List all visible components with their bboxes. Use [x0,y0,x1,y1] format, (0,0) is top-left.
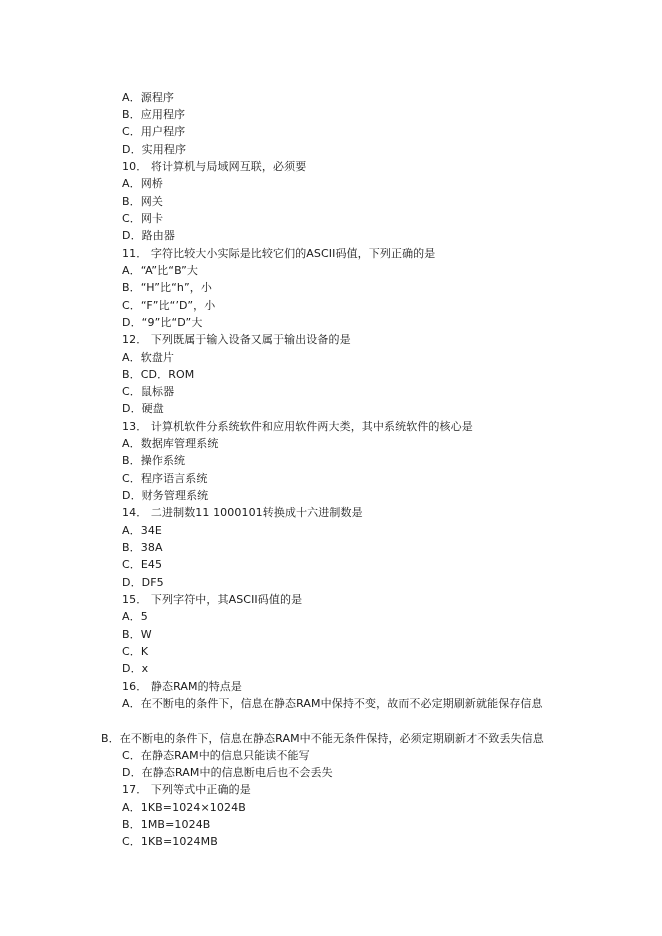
text-line: 10． 将计算机与局域网互联，必须要 [122,160,307,173]
text-line: 17． 下列等式中正确的是 [122,783,251,796]
text-line: 14． 二进制数11 1000101转换成十六进制数是 [122,506,363,519]
text-line: C．在静态RAM中的信息只能读不能写 [122,749,310,762]
text-line: A．1KB=1024×1024B [122,801,246,814]
text-line: D．在静态RAM中的信息断电后也不会丢失 [122,766,333,779]
text-line: A．源程序 [122,91,175,104]
text-line: B．在不断电的条件下，信息在静态RAM中不能无条件保持，必须定期刷新才不致丢失信息 [101,732,544,745]
text-line: B．操作系统 [122,454,186,467]
text-line: D．x [122,662,149,675]
text-line: B．CD．ROM [122,368,195,381]
text-line: 12． 下列既属于输入设备又属于输出设备的是 [122,333,351,346]
text-line: 11． 字符比较大小实际是比较它们的ASCII码值，下列正确的是 [122,247,436,260]
text-line: B．网关 [122,195,163,208]
text-line: A．网桥 [122,177,163,190]
text-line: B．“H”比“h”，小 [122,281,213,294]
text-line: C．程序语言系统 [122,472,208,485]
text-line: C．“F”比“’D”，小 [122,299,216,312]
text-line: D．硬盘 [122,402,164,415]
text-line: C．鼠标器 [122,385,175,398]
text-line: B．W [122,628,152,641]
text-line: D．实用程序 [122,143,187,156]
text-line: 15． 下列字符中，其ASCII码值的是 [122,593,303,606]
text-line: C．K [122,645,149,658]
text-line: C．E45 [122,558,163,571]
text-line: B．38A [122,541,163,554]
text-line: A．5 [122,610,148,623]
text-line: A．软盘片 [122,351,175,364]
text-line: D．财务管理系统 [122,489,209,502]
text-line: C．1KB=1024MB [122,835,218,848]
text-line: D．DF5 [122,576,164,589]
text-line: B．1MB=1024B [122,818,211,831]
text-line: A．34E [122,524,162,537]
text-line: A．在不断电的条件下，信息在静态RAM中保持不变，故而不必定期刷新就能保存信息 [122,697,543,710]
text-line: A．数据库管理系统 [122,437,219,450]
text-line: D．路由器 [122,229,175,242]
text-line: A．“A”比“B”大 [122,264,199,277]
text-line: 13． 计算机软件分系统软件和应用软件两大类，其中系统软件的核心是 [122,420,473,433]
text-line: C．网卡 [122,212,164,225]
text-line: B．应用程序 [122,108,186,121]
text-line: D．“9”比“D”大 [122,316,203,329]
text-line: C．用户程序 [122,125,186,138]
text-line: 16． 静态RAM的特点是 [122,680,243,693]
